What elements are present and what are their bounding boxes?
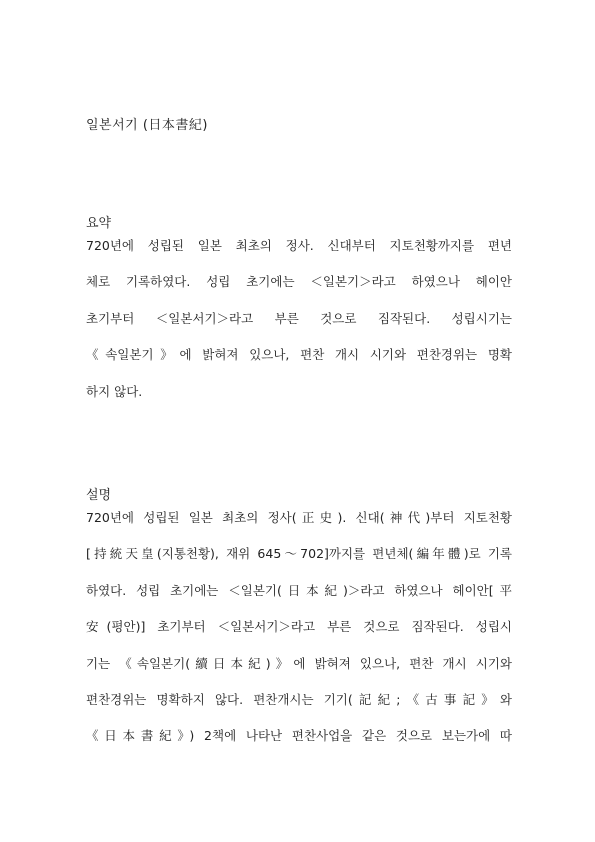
summary-line: 720년에 성립된 일본 최초의 정사. 신대부터 지토천황까지를 편년	[86, 238, 512, 253]
description-line: 《日本書紀》) 2책에 나타난 편찬사업을 같은 것으로 보는가에 따	[86, 728, 512, 743]
description-line: 720년에 성립된 일본 최초의 정사(正史). 신대(神代)부터 지토천황	[86, 510, 512, 525]
summary-line: 하지 않다.	[86, 384, 143, 399]
summary-line: 체로 기록하였다. 성립 초기에는 ＜일본기＞라고 하였으나 헤이안	[86, 274, 512, 289]
summary-line: 《속일본기》에 밝혀져 있으나, 편찬 개시 시기와 편찬경위는 명확	[86, 347, 512, 362]
description-line: 편찬경위는 명확하지 않다. 편찬개시는 기기(記紀;《古事記》와	[86, 692, 512, 707]
summary-line: 초기부터 ＜일본서기＞라고 부른 것으로 짐작된다. 성립시기는	[86, 311, 512, 326]
summary-heading: 요약	[86, 216, 112, 231]
description-heading: 설명	[86, 488, 112, 503]
description-line: 安(평안)] 초기부터 ＜일본서기＞라고 부른 것으로 짐작된다. 성립시	[86, 619, 512, 634]
page-title: 일본서기 (日本書紀)	[86, 118, 209, 133]
description-line: 기는 《속일본기(續日本紀)》에 밝혀져 있으나, 편찬 개시 시기와	[86, 656, 512, 671]
description-line: 하였다. 성립 초기에는 ＜일본기(日本紀)＞라고 하였으나 헤이안[平	[86, 583, 512, 598]
description-line: [持統天皇(지통천황), 재위 645～702]까지를 편년체(編年體)로 기록	[86, 546, 512, 561]
